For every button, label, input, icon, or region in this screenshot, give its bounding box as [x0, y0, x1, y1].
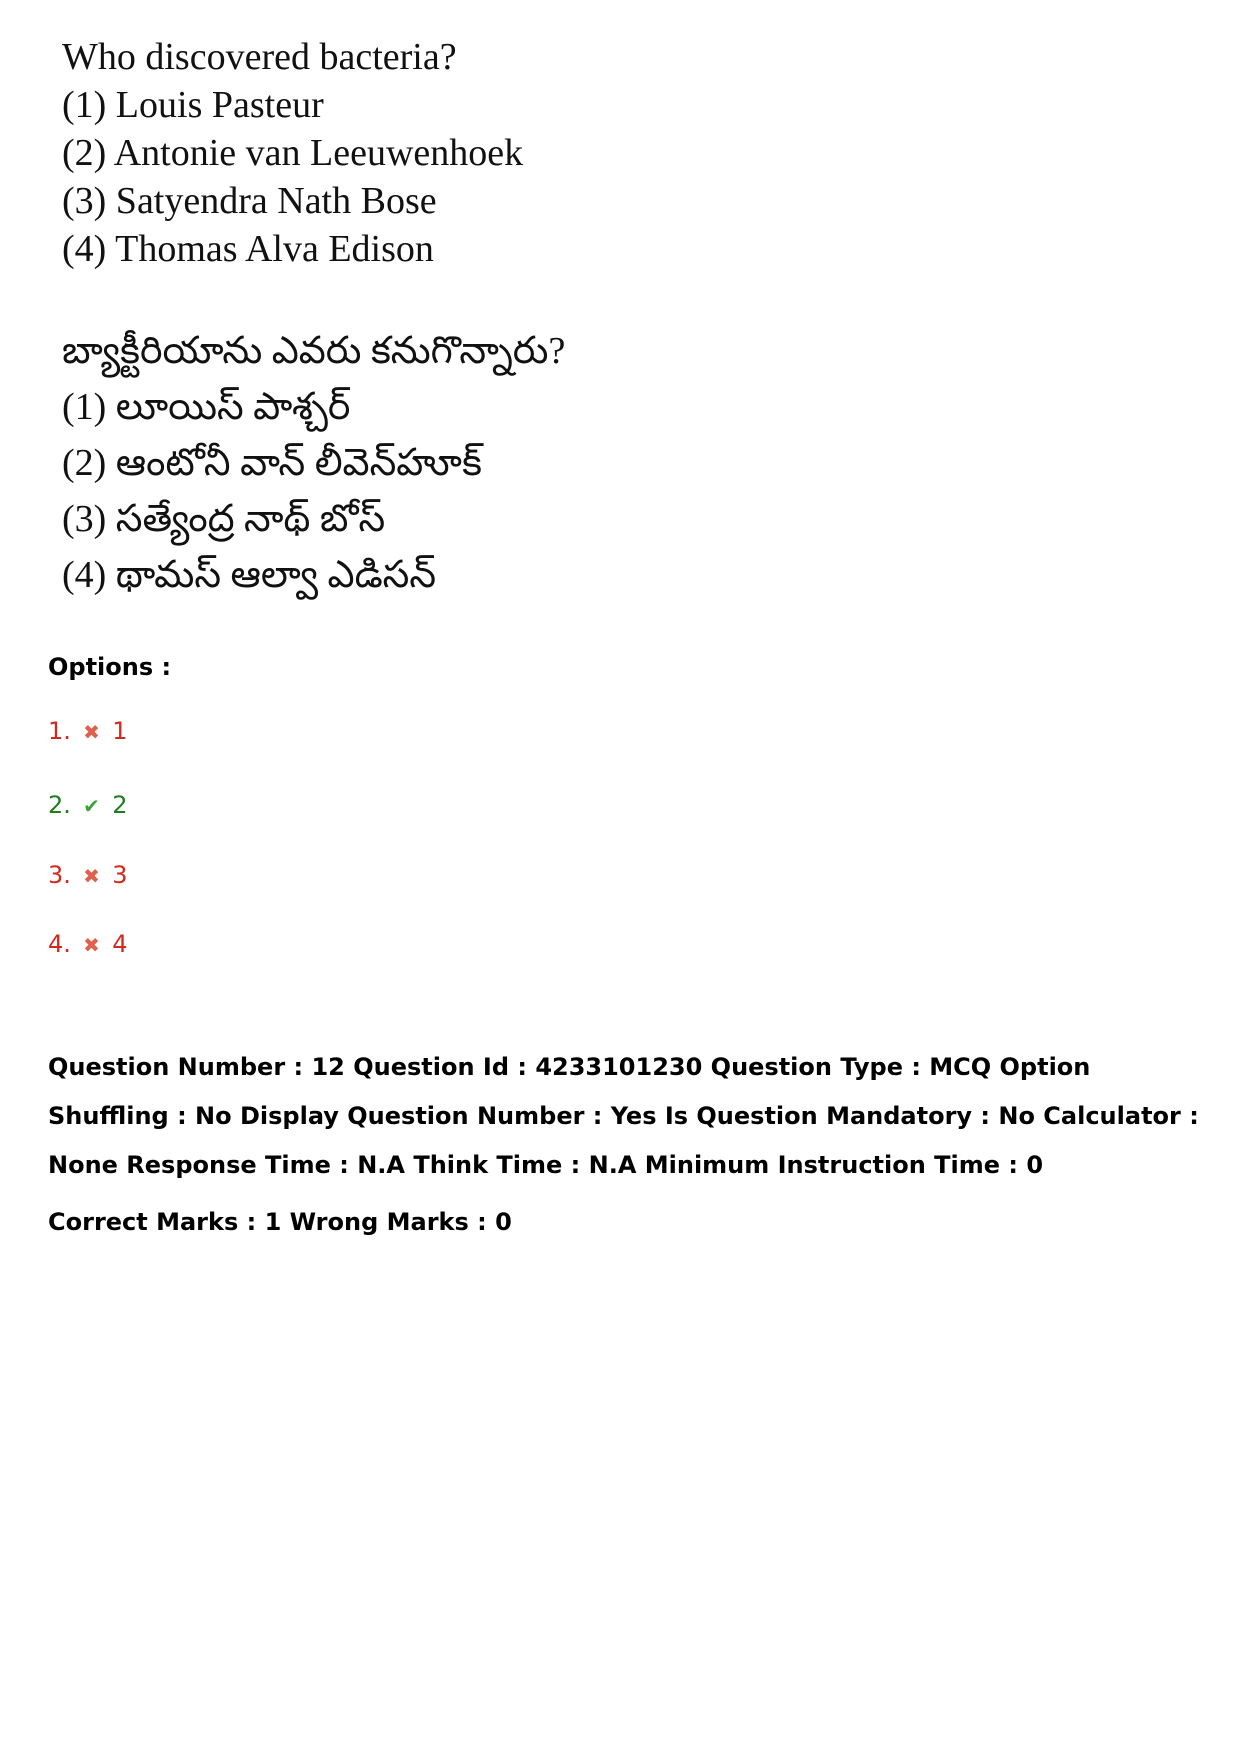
- option-value: 4: [112, 930, 128, 958]
- option-4: [48, 929, 127, 960]
- options-heading: Options :: [48, 653, 172, 681]
- cross-icon: ✖: [83, 933, 100, 957]
- choice-english-2: (2) Antonie van Leeuwenhoek: [62, 132, 524, 174]
- option-number: 4.: [48, 930, 71, 958]
- choice-english-3: (3) Satyendra Nath Bose: [62, 180, 437, 222]
- choice-telugu-3: (3) సత్యేంద్ర నాథ్ బోస్: [62, 498, 386, 540]
- option-1: [48, 716, 127, 747]
- choice-english-4: (4) Thomas Alva Edison: [62, 228, 434, 270]
- choice-telugu-4: (4) థామస్ ఆల్వా ఎడిసన్: [62, 554, 437, 596]
- marks-info: Correct Marks : 1 Wrong Marks : 0: [48, 1208, 512, 1236]
- check-icon: ✔: [83, 794, 100, 818]
- question-image: [48, 28, 688, 618]
- choice-english-1: (1) Louis Pasteur: [62, 84, 324, 126]
- option-number: 1.: [48, 717, 71, 745]
- option-2: [48, 790, 127, 821]
- question-prompt-telugu: బ్యాక్టీరియాను ఎవరు కనుగొన్నారు?: [62, 330, 566, 372]
- question-prompt-english: Who discovered bacteria?: [62, 36, 457, 78]
- question-metadata: Question Number : 12 Question Id : 4233101230 Question Type : MCQ Option Shuffling : No Display Question Number : Yes Is Question Mandatory : No Calculator : None Response Time : N.A Think Time : N.A Minimum Instruction Time : 0: [48, 1053, 1199, 1179]
- cross-icon: ✖: [83, 864, 100, 888]
- option-value: 2: [112, 791, 128, 819]
- option-number: 3.: [48, 861, 71, 889]
- option-number: 2.: [48, 791, 71, 819]
- option-value: 1: [112, 717, 128, 745]
- choice-telugu-2: (2) ఆంటోనీ వాన్ లీవెన్‌హూక్: [62, 442, 482, 484]
- option-3: [48, 860, 127, 891]
- choice-telugu-1: (1) లూయిస్ పాశ్చర్: [62, 386, 351, 428]
- cross-icon: ✖: [83, 720, 100, 744]
- option-value: 3: [112, 861, 128, 889]
